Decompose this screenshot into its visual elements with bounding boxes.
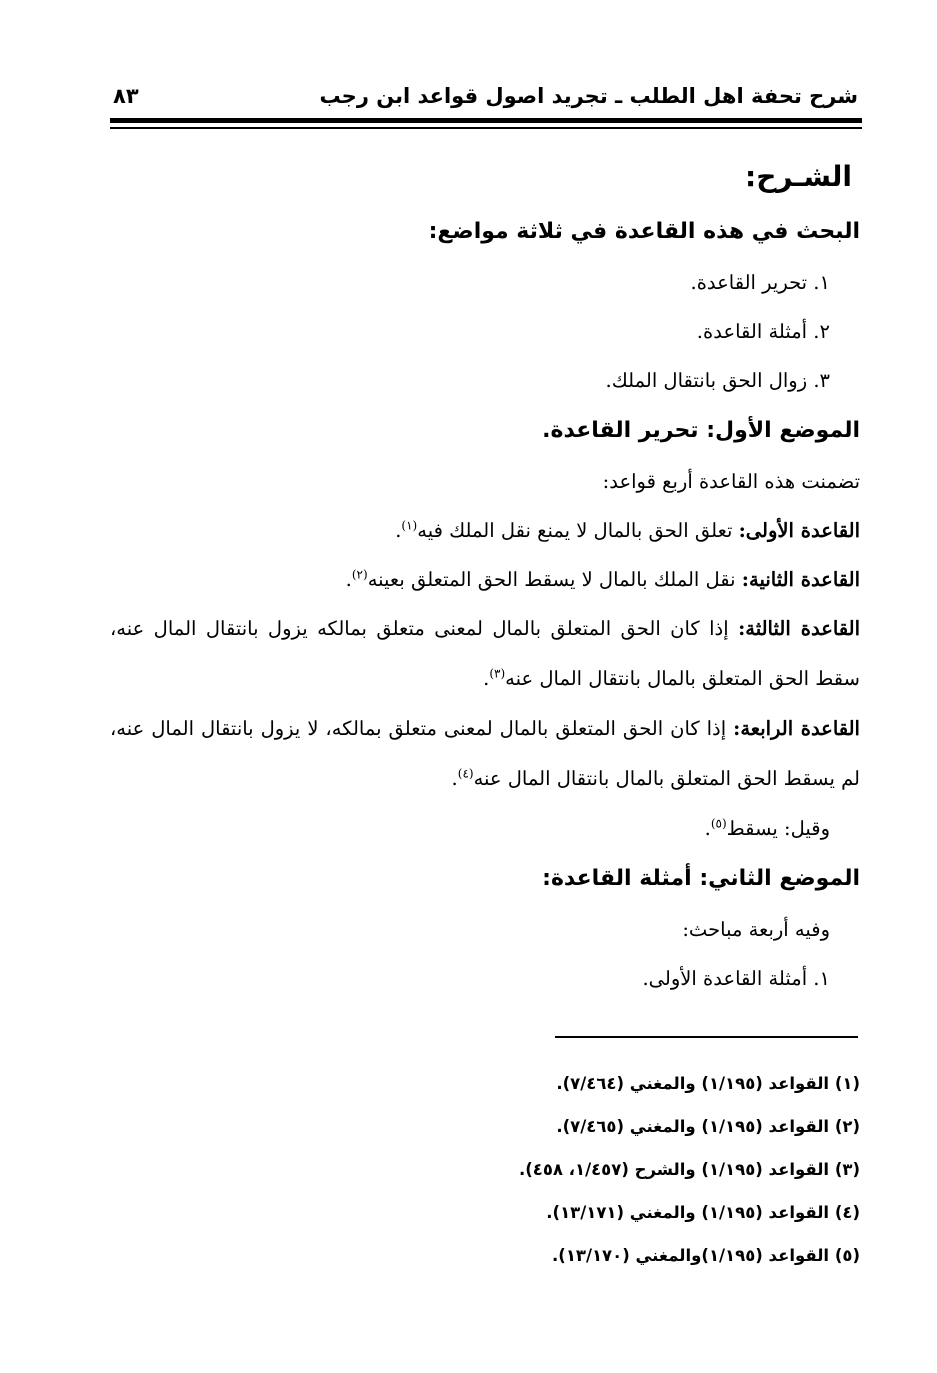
page-header bbox=[113, 78, 858, 114]
rule-paragraph: القاعدة الرابعة: إذا كان الحق المتعلق بالمال لمعنى متعلق بمالكه، لا يزول بانتقال المال عنه، لم يسقط الحق المتعلق بالمال بانتقال المال عنه$^{(٤)}$. bbox=[110, 717, 860, 790]
rule-paragraph: القاعدة الثالثة: إذا كان الحق المتعلق بالمال لمعنى متعلق بمالكه يزول بانتقال المال عنه، سقط الحق المتعلق بالمال بانتقال المال عنه$^{(٣)}$. bbox=[110, 617, 861, 690]
subsection-heading-2: الموضع الثاني: أمثلة القاعدة: bbox=[542, 866, 860, 891]
running-title: شرح تحفة اهل الطلب ـ تجريد اصول قواعد ابن رجب bbox=[319, 84, 858, 108]
list-item: ٢. أمثلة القاعدة. bbox=[696, 320, 830, 343]
header-rule-thin bbox=[110, 127, 862, 129]
rule-text: نقل الملك بالمال لا يسقط الحق المتعلق بعينه bbox=[367, 568, 736, 591]
rule-text: تعلق الحق بالمال لا يمنع نقل الملك فيه bbox=[417, 519, 733, 542]
rule-text: إذا كان الحق المتعلق بالمال لمعنى متعلق بمالكه، لا يزول بانتقال المال عنه، لم يسقط الحق المتعلق بالمال بانتقال المال عنه bbox=[110, 717, 860, 790]
footnote: (٣) القواعد (١/١٩٥) والشرح (١/٤٥٧، ٤٥٨). bbox=[518, 1160, 860, 1179]
rule-label: القاعدة الثالثة: bbox=[738, 617, 861, 640]
page-number: ٨٣ bbox=[113, 84, 139, 108]
note-paragraph: وقيل: يسقط$^{(٥)}$. bbox=[704, 816, 830, 840]
footnote: (٢) القواعد (١/١٩٥) والمغني (٧/٤٦٥). bbox=[556, 1117, 860, 1136]
footnote-ref: (٣) bbox=[489, 666, 506, 681]
footnote: (٥) القواعد (١/١٩٥)والمغني (١٣/١٧٠). bbox=[552, 1246, 860, 1265]
intro-heading: البحث في هذه القاعدة في ثلاثة مواضع: bbox=[428, 219, 860, 244]
note-text: وقيل: يسقط bbox=[726, 817, 830, 840]
footnote: (٤) القواعد (١/١٩٥) والمغني (١٣/١٧١). bbox=[546, 1203, 860, 1222]
paragraph-intro: تضمنت هذه القاعدة أربع قواعد: bbox=[602, 470, 860, 493]
list-item: ١. أمثلة القاعدة الأولى. bbox=[642, 967, 830, 990]
footnote-ref: (١) bbox=[401, 518, 418, 533]
main-content bbox=[110, 148, 860, 1003]
subsection-heading-1: الموضع الأول: تحرير القاعدة. bbox=[542, 418, 860, 443]
footnote-ref: (٤) bbox=[457, 766, 474, 781]
list-item: ١. تحرير القاعدة. bbox=[690, 271, 830, 294]
rule-label: القاعدة الأولى: bbox=[738, 519, 860, 542]
footnote-ref: (٥) bbox=[710, 816, 727, 831]
footnote: (١) القواعد (١/١٩٥) والمغني (٧/٤٦٤). bbox=[556, 1074, 860, 1093]
rule-label: القاعدة الرابعة: bbox=[733, 717, 860, 740]
paragraph-intro: وفيه أربعة مباحث: bbox=[682, 918, 830, 941]
header-rule-thick bbox=[110, 118, 862, 123]
footnotes bbox=[110, 1062, 860, 1277]
section-title: الشـرح: bbox=[745, 160, 852, 193]
rule-text: إذا كان الحق المتعلق بالمال لمعنى متعلق بمالكه يزول بانتقال المال عنه، سقط الحق المتعلق بالمال بانتقال المال عنه bbox=[110, 617, 860, 690]
rule-paragraph: القاعدة الثانية: نقل الملك بالمال لا يسقط الحق المتعلق بعينه$^{(٢)}$. bbox=[345, 567, 860, 591]
list-item: ٣. زوال الحق بانتقال الملك. bbox=[605, 369, 830, 392]
rule-label: القاعدة الثانية: bbox=[741, 568, 860, 591]
rule-paragraph: القاعدة الأولى: تعلق الحق بالمال لا يمنع نقل الملك فيه$^{(١)}$. bbox=[395, 518, 860, 542]
footnote-ref: (٢) bbox=[351, 567, 368, 582]
footnote-separator bbox=[555, 1036, 858, 1038]
